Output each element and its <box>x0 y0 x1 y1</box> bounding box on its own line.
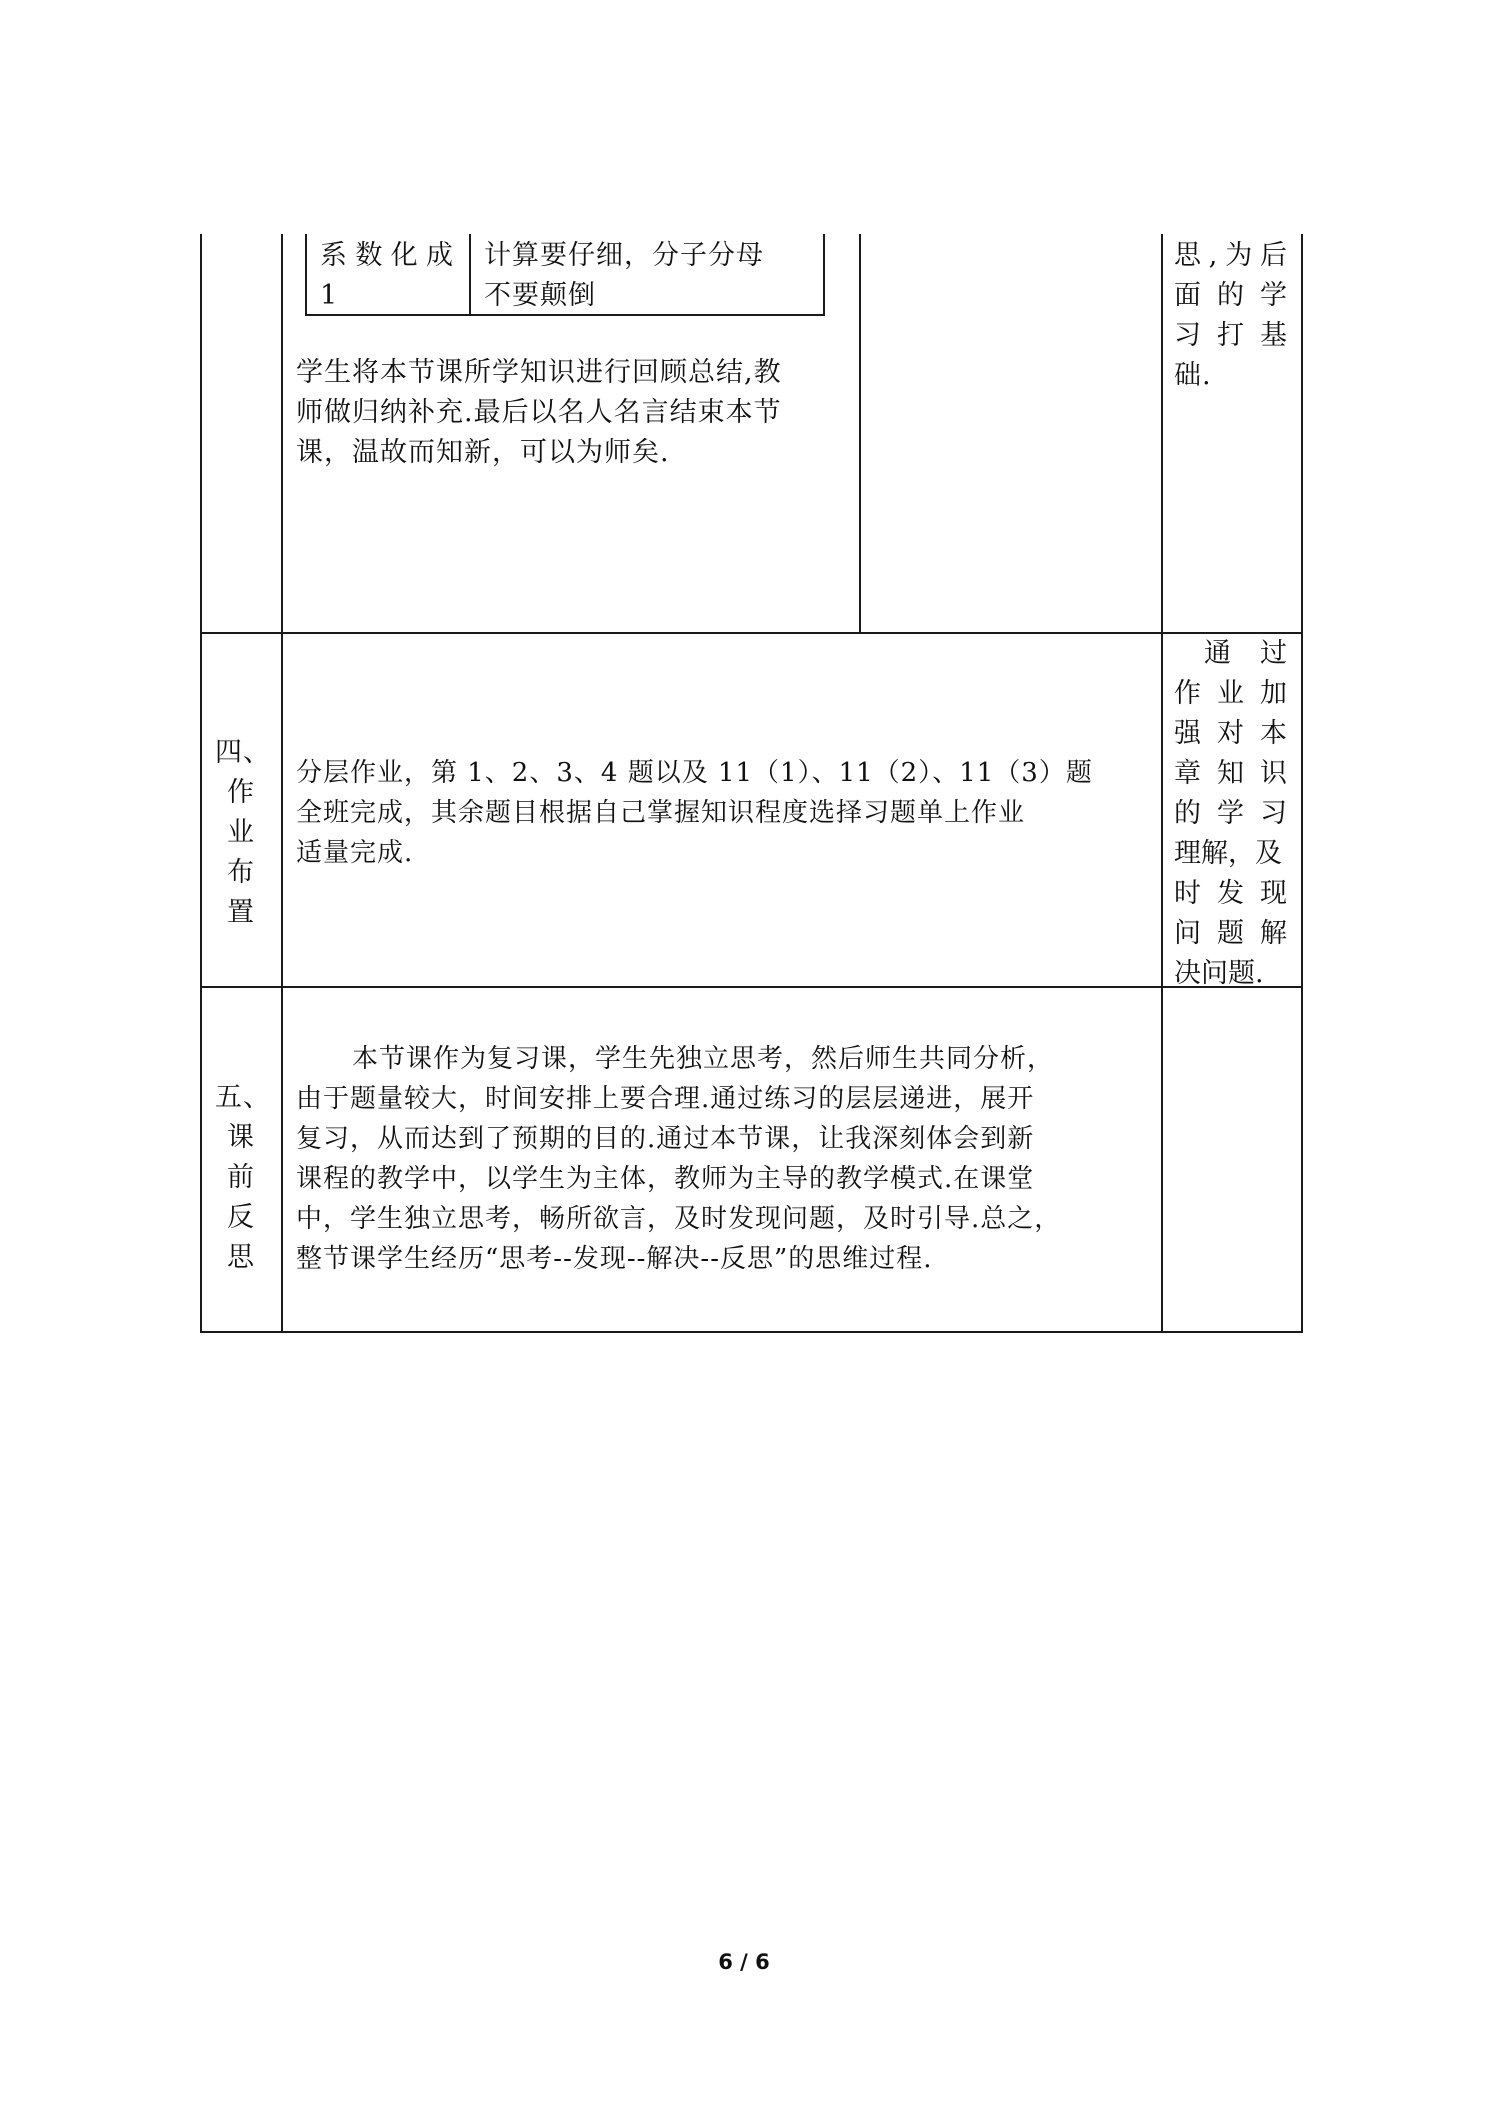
summary-paragraph-line: 师做归纳补充.最后以名人名言结束本节 <box>296 397 782 428</box>
homework-heading-line: 四、 <box>215 737 271 768</box>
homework-intent-line: 问 题 解 <box>1174 918 1288 949</box>
reflection-paragraph-line: 由于题量较大，时间安排上要合理.通过练习的层层递进，展开 <box>296 1084 1035 1114</box>
table-border <box>1301 234 1303 1333</box>
reflection-paragraph-line: 整节课学生经历“思考--发现--解决--反思”的思维过程. <box>296 1244 933 1274</box>
homework-intent-line: 理解，及 <box>1174 838 1282 869</box>
summary-paragraph-line: 学生将本节课所学知识进行回顾总结,教 <box>296 357 782 388</box>
summary-intent-line: 习 打 基 <box>1174 320 1288 351</box>
page-number: 6 / 6 <box>718 1950 770 1974</box>
table-border <box>281 234 283 1333</box>
summary-intent-line: 面 的 学 <box>1174 280 1288 311</box>
table-border <box>200 1331 1303 1333</box>
table-border <box>1161 234 1163 1333</box>
inner-cell-left-line: 1 <box>320 280 339 311</box>
homework-intent-line: 通 过 <box>1204 638 1288 669</box>
inner-cell-left-line: 系 数 化 成 <box>320 240 454 271</box>
reflection-paragraph-line: 课程的教学中，以学生为主体，教师为主导的教学模式.在课堂 <box>296 1164 1035 1194</box>
reflection-heading-line: 五、 <box>215 1082 271 1113</box>
homework-paragraph-line: 分层作业，第 1、2、3、4 题以及 11（1）、11（2）、11（3）题 <box>296 758 1093 788</box>
table-border <box>200 234 202 1333</box>
homework-intent-line: 强 对 本 <box>1174 718 1288 749</box>
homework-heading-line: 作 <box>227 777 255 808</box>
inner-cell-right-line: 计算要仔细，分子分母 <box>484 240 764 271</box>
homework-intent-line: 章 知 识 <box>1174 758 1288 789</box>
inner-table-border <box>469 234 471 316</box>
homework-intent-line: 决问题. <box>1174 958 1264 989</box>
inner-table-border <box>823 234 825 316</box>
homework-paragraph-line: 适量完成. <box>296 838 414 868</box>
reflection-paragraph-line: 中，学生独立思考，畅所欲言，及时发现问题，及时引导.总之， <box>296 1204 1062 1234</box>
summary-intent-line: 思 , 为 后 <box>1174 240 1288 271</box>
homework-heading-line: 业 <box>227 817 255 848</box>
inner-cell-right-line: 不要颠倒 <box>484 280 596 311</box>
table-border <box>200 986 1303 988</box>
inner-table-border <box>305 234 307 316</box>
summary-paragraph-line: 课，温故而知新，可以为师矣. <box>296 437 670 468</box>
homework-intent-line: 的 学 习 <box>1174 798 1288 829</box>
reflection-heading-line: 课 <box>227 1122 255 1153</box>
homework-heading-line: 布 <box>227 857 255 888</box>
homework-heading-line: 置 <box>227 897 255 928</box>
table-border <box>200 632 1303 634</box>
homework-paragraph-line: 全班完成，其余题目根据自己掌握知识程度选择习题单上作业 <box>296 798 1026 828</box>
reflection-heading-line: 思 <box>227 1242 255 1273</box>
homework-intent-line: 时 发 现 <box>1174 878 1288 909</box>
summary-intent-line: 础. <box>1174 360 1212 391</box>
reflection-paragraph-line: 本节课作为复习课，学生先独立思考，然后师生共同分析， <box>352 1044 1055 1074</box>
reflection-heading-line: 前 <box>227 1162 255 1193</box>
reflection-paragraph-line: 复习，从而达到了预期的目的.通过本节课，让我深刻体会到新 <box>296 1124 1035 1154</box>
reflection-heading-line: 反 <box>227 1202 255 1233</box>
table-border <box>859 234 861 634</box>
homework-intent-line: 作 业 加 <box>1174 678 1288 709</box>
